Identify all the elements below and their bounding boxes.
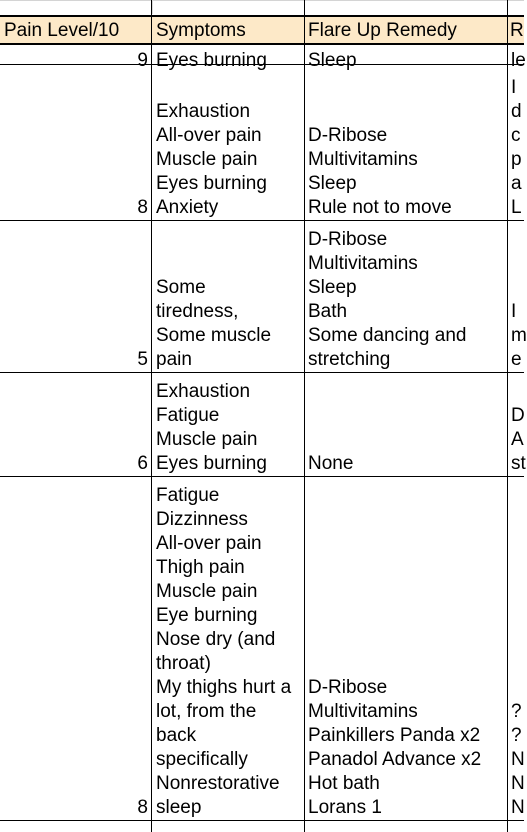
pain-level-value: 9 [137,50,148,71]
remedy-cell[interactable] [304,373,507,476]
remedy-value: None [308,453,354,474]
notes-cell[interactable] [507,477,524,820]
notes-value: D A st [511,405,526,474]
notes-value: I m e [511,301,527,370]
notes-cell[interactable] [507,65,524,220]
symptoms-cell[interactable] [152,65,304,220]
symptoms-cell[interactable] [152,46,304,71]
symptoms-cell[interactable] [152,373,304,476]
remedy-cell[interactable] [304,65,507,220]
remedy-cell[interactable] [304,477,507,820]
pain-level-value: 8 [137,797,148,818]
pain-level-cell[interactable] [0,373,152,476]
remedy-value: D-Ribose Multivitamins Sleep Bath Some dancing and stretching [308,229,467,370]
notes-cell[interactable] [507,46,526,71]
pain-level-cell[interactable] [0,221,152,372]
symptoms-value: Some tiredness, Some muscle pain [156,277,272,370]
symptoms-value: Eyes burning [156,50,267,71]
column-header-row [0,0,524,47]
symptoms-value: Exhaustion All-over pain Muscle pain Eyes burning Anxiety [156,101,267,218]
remedy-cell[interactable] [304,46,507,71]
symptoms-cell[interactable] [152,221,304,372]
pain-level-cell[interactable] [0,65,152,220]
table-row [0,46,526,71]
header-next-column[interactable] [507,15,524,45]
remedy-value: D-Ribose Multivitamins Sleep Rule not to move [308,125,452,218]
table-row [0,221,527,373]
pain-level-value: 8 [137,197,148,218]
header-pain-level-label: Pain Level/10 [4,20,120,41]
header-symptoms[interactable] [152,15,304,45]
table-row [0,477,524,821]
header-flare-up-remedy-label: Flare Up Remedy [308,20,457,41]
remedy-value: Sleep [308,50,357,71]
symptoms-cell[interactable] [152,477,304,820]
table-row [0,373,524,477]
header-next-column-label: R [510,20,524,41]
notes-cell[interactable] [507,221,527,372]
remedy-value: D-Ribose Multivitamins Painkillers Panda x2 Panadol Advance x2 Hot bath Lorans 1 [308,677,482,818]
pain-level-value: 6 [137,453,148,474]
symptoms-value: Exhaustion Fatigue Muscle pain Eyes burning [156,381,267,474]
pain-level-cell[interactable] [0,477,152,820]
symptoms-value: Fatigue Dizzinness All-over pain Thigh pain Muscle pain Eye burning Nose dry (and throat) My thighs hurt a lot, from the back specifically Nonrestorative sleep [156,485,292,818]
remedy-cell[interactable] [304,221,507,372]
header-pain-level[interactable] [0,15,152,45]
header-symptoms-label: Symptoms [156,20,246,41]
header-flare-up-remedy[interactable] [304,15,507,45]
notes-value: le [511,50,526,71]
table-row [0,65,524,221]
notes-cell[interactable] [507,373,524,476]
notes-value: ? ? N N N [511,701,525,818]
pain-level-value: 5 [137,349,148,370]
notes-value: I d c p a L [511,77,522,218]
pain-level-cell[interactable] [0,46,152,71]
